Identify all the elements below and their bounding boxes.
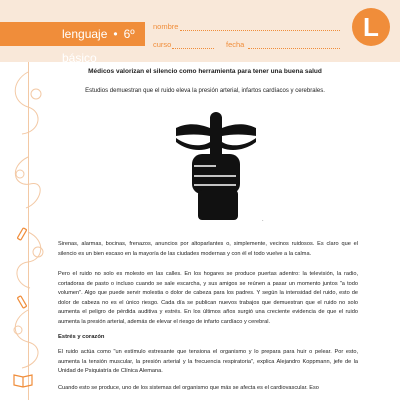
article-subtitle: Estudios demuestran que el ruido eleva la presión arterial, infartos cardíacos y cerebrales. [85,88,325,94]
article-title: Médicos valorizan el silencio como herramienta para tener una buena salud [88,68,322,75]
pencil-icon [16,226,34,242]
section-heading: Estrés y corazón [58,334,105,340]
course-field[interactable] [172,48,214,49]
paragraph-4: Cuando esto se produce, uno de los sistemas del organismo que más se afecta es el cardiovascular. Eso [58,385,319,391]
grade-label: 6º básico [62,27,135,65]
course-label: curso [153,40,172,49]
paragraph-1: Sirenas, alarmas, bocinas, frenazos, anuncios por altoparlantes o, simplemente, vecinos ruidosos. Es claro que el silencio es un bien escaso en la mayoría de las ciudades modernas y con él el todo vuelve a la calma. [58,241,358,257]
name-label: nombre [153,22,179,31]
paragraph-3: El ruido actúa como "un estímulo estresante que tensiona el organismo y lo prepara para huir o pelear. Por esto, aumenta la tensión muscular, la presión arterial y la frecuencia respiratoria", explica Alejandro Koppmann, jefe de la Unidad de Psiquiatría de Clínica Alemana. [58,349,358,374]
subject-bar [0,22,145,65]
subject-label: lenguaje [62,27,108,41]
pencil-icon [14,294,34,310]
image-mark: · [262,218,264,224]
book-icon [12,372,34,388]
date-field[interactable] [248,48,340,49]
paragraph-2: Pero el ruido no solo es molesto en las calles. En los hogares se produce puertas adentro: la televisión, la radio, cortadoras de pasto o incluso cuando se sale escarcha, y sus amigos se reúnen a pasar un momento juntos "a todo volumen". Algo que puede servir molestia o dolor de cabeza para los padres. Y según la intensidad del ruido, esto de dolor de cabeza no es el único riesgo. Cada día se publican nuevos trabajos que demuestran que el ruido no solo aumenta el peligro de pérdida auditiva y estrés. En los últimos años surgió una creciente evidencia de que el ruido aumenta la presión arterial, además de elevar el riesgo de infarto cardíaco y cerebral. [58,271,358,325]
separator: • [113,27,118,41]
date-label: fecha [226,40,245,49]
silence-gesture-illustration [170,112,262,220]
name-field[interactable] [180,30,340,31]
subject-badge: L [352,8,390,46]
